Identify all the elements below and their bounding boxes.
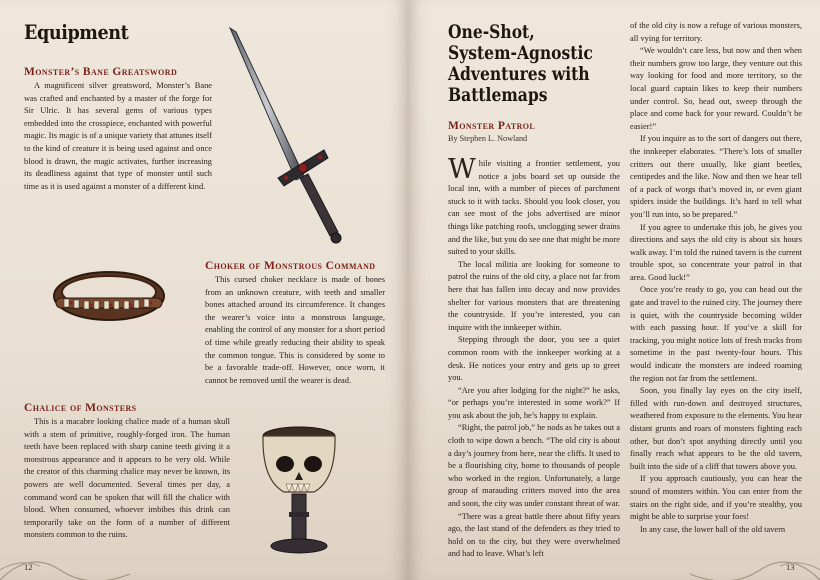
item-heading-greatsword: Monster’s Bane Greatsword xyxy=(24,66,178,78)
right-page xyxy=(408,0,820,580)
paragraph: of the old city is now a refuge of various monsters, all vying for territory. xyxy=(630,21,802,43)
left-page xyxy=(0,0,408,580)
drop-cap: W xyxy=(448,154,476,185)
paragraph: “Right, the patrol job,” he nods as he takes out a cloth to wipe down a bench. “The old city is about a day’s journey from here, near the cliffs. It used to be a flourishing city, home to thousands of people who worked in the region. Unfortunately, a large group of marauding critters moved into the area and soon, the city was under constant threat of war. xyxy=(448,423,620,509)
greatsword-illustration xyxy=(220,26,350,246)
paragraph: Once you’re ready to go, you can head out the gate and travel to the ruined city. The journey there is quiet, with the countryside becoming wilder with each passing hour. If you’ve a skill for tracking, you might notice lots of fresh tracks from sometime in the past twenty-four hours. This would indicate the monsters are indeed roaming the region not far from the settlement. xyxy=(630,285,802,383)
adventure-title: Monster Patrol xyxy=(448,120,536,132)
paragraph: A magnificent silver greatsword, Monster’s Bane was crafted and enchanted by a master of the forge for Sir Ulric. It has several gems of various types embedded into the crosspiece, enchanted with powerful magic. Its magic is of a unique variety that attunes itself to the kind of creature it is being used against and once blood is drawn, the magic activates, further increasing its deadliness against that type of monster until such time as it is used against a monster of a different kind. xyxy=(24,81,212,191)
paragraph: If you inquire as to the sort of dangers out there, the innkeeper elaborates. “There’s lots of smaller critters out there usually, like giant beetles, centipedes and the like. Now and then we hear tell of a pack of worgs that’s moved in, or even giant spiders inside the buildings. It’s hard to tell what you’ll run into, so be prepared.” xyxy=(630,134,802,219)
paragraph: This is a macabre looking chalice made of a human skull with a stem of primitive, roughly-forged iron. The human teeth have been replaced with sharp canine teeth giving it a monstrous appearance and it appears to be very old. While the creator of this charming chalice may never be known, its powers are well documented. Several times per day, a command word can be spoken that will fill the chalice with blood. When consumed, whoever imbibes this drink can temporarily take on the form of a number of different monsters common to the ruins. xyxy=(24,417,230,540)
corner-ornament-icon xyxy=(0,540,130,580)
paragraph: If you agree to undertake this job, he gives you directions and says the old city is about six hours walk away. I’m told the ruined tavern is the current trouble spot, so concentrate your patrol in that area. Good luck!” xyxy=(630,222,802,282)
item-description-greatsword xyxy=(24,80,212,193)
chapter-title: Equipment xyxy=(24,20,129,44)
page-number-right: 13 xyxy=(786,562,795,572)
corner-ornament-icon xyxy=(690,540,820,580)
paragraph: This cursed choker necklace is made of bones from an unknown creature, with teeth and smaller bones attached around its circumference. It changes the wearer’s voice into a monstrous language, enabling the control of any monster for a short period of time while greatly reducing their ability to speak the common tongue. This is considered by some to be a favorable trade-off. However, once worn, it cannot be removed until the wearer is dead. xyxy=(205,275,385,385)
column-2 xyxy=(630,20,802,536)
paragraph: While visiting a frontier settlement, you notice a jobs board set up outside the local inn, with a number of pieces of parchment stuck to it with tacks. Should you look closer, you can see most of the jobs advertised are minor things like patching roofs, unclogging sewer drains and the like, but you do see one that might be more suited to your skills. xyxy=(448,154,620,257)
page-number-left: 12 xyxy=(24,562,33,572)
paragraph: “There was a great battle there about fifty years ago, the last stand of the defenders as they tried to hold on to the city, but they were overwhelmed and had to leave. What’s left xyxy=(448,511,620,559)
paragraph: “Are you after lodging for the night?” he asks, “or perhaps you’re interested in some work?” If you ask about the job, he’s happy to explain. xyxy=(448,385,620,420)
paragraph: “We wouldn’t care less, but now and then when their numbers grow too large, they venture out this way looking for food and more territory, so the local guard captain likes to keep their numbers under control. So, head out, sweep through the place and come back for your reward. Couldn’t be easier!” xyxy=(630,46,802,131)
item-description-chalice xyxy=(24,416,230,542)
column-1 xyxy=(448,154,620,561)
item-heading-choker: Choker of Monstrous Command xyxy=(205,260,376,272)
paragraph: The local militia are looking for someone to patrol the ruins of the old city, a place not far from here that has fallen into decay and now provides shelter for various monsters that are threatening the countryside. If you’re interested, you can inquire with the innkeeper within. xyxy=(448,259,620,332)
skull-chalice-illustration xyxy=(254,420,344,560)
byline: By Stephen L. Nowland xyxy=(448,134,528,143)
item-heading-chalice: Chalice of Monsters xyxy=(24,402,137,414)
item-description-choker xyxy=(205,274,385,387)
book-title: One-Shot, System-Agnostic Adventures with Battlemaps xyxy=(448,22,593,106)
paragraph: If you approach cautiously, you can hear the sound of monsters within. You can enter from the stairs on the right side, and if you’re stealthy, you might be able to surprise your foes! xyxy=(630,474,802,522)
paragraph: Stepping through the door, you see a quiet common room with the innkeeper working at a desk. He notices your entry and gets up to greet you. xyxy=(448,335,620,383)
paragraph: In any case, the lower hall of the old tavern xyxy=(640,524,786,534)
paragraph: Soon, you finally lay eyes on the city itself, filled with run-down and destroyed structures, weathered from exposure to the elements. You hear distant grunts and roars of monsters fighting each other, but don’t spot anything directly until you finally reach what appears to be the old tavern, built into the side of a cliff that towers above you. xyxy=(630,386,802,471)
choker-illustration xyxy=(50,262,168,324)
